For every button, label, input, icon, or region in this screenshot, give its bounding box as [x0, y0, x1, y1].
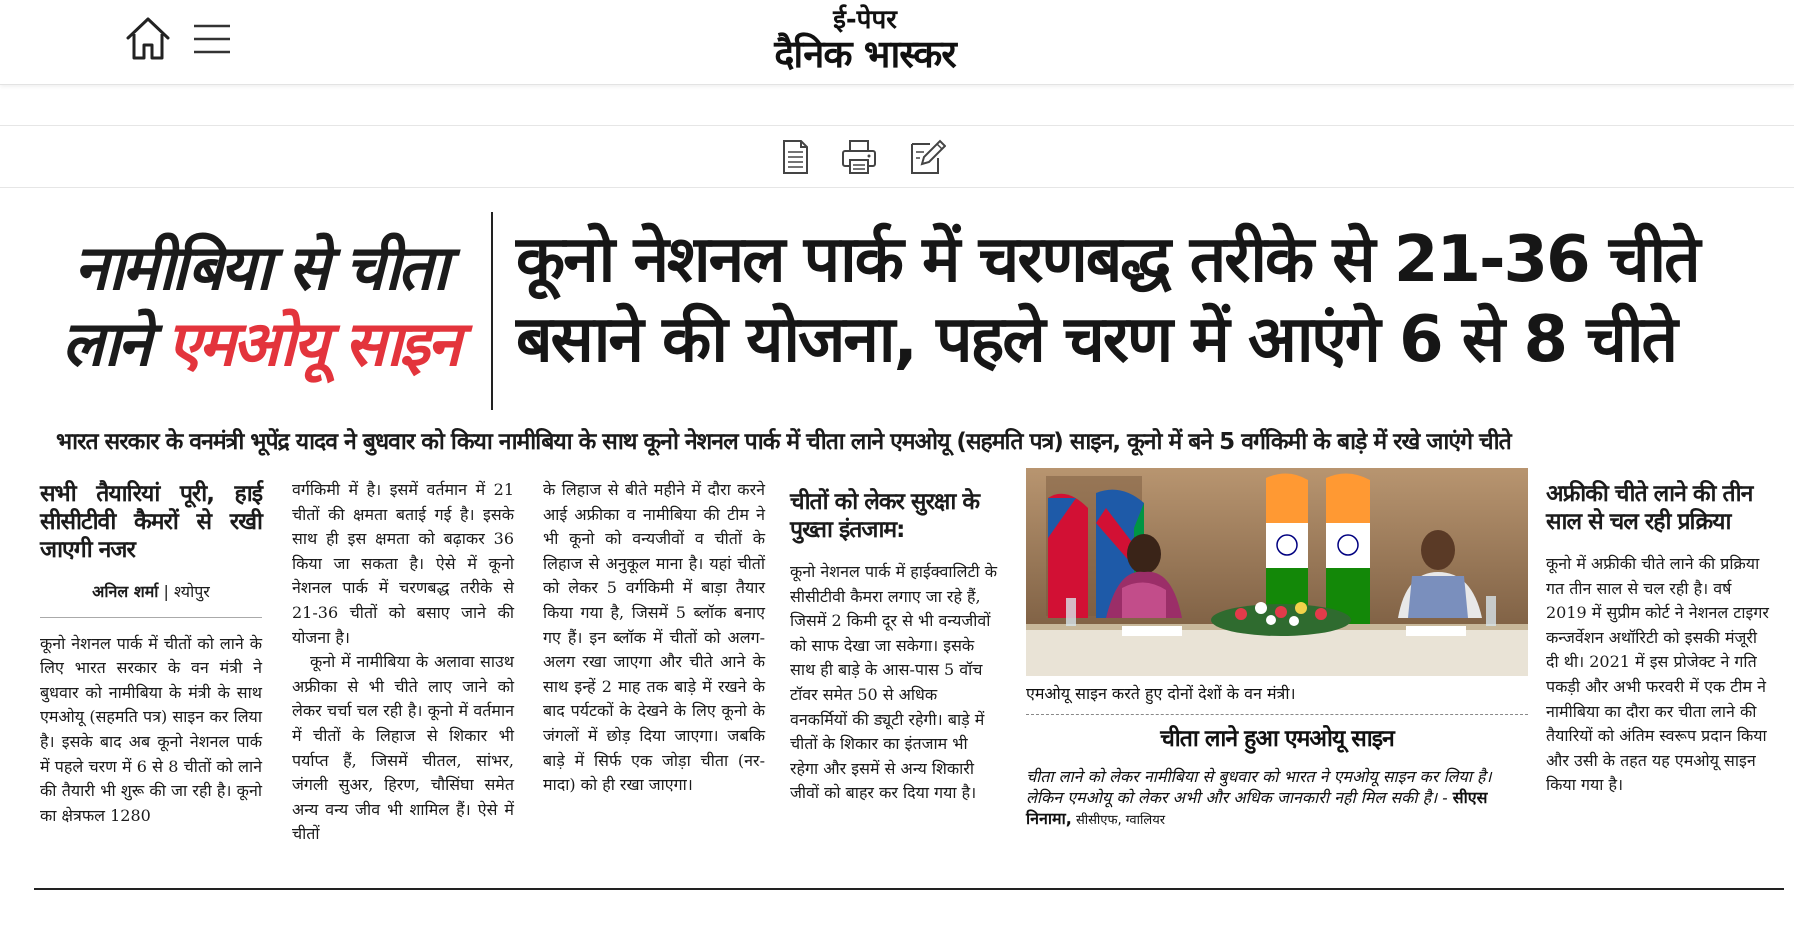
- brand-logo[interactable]: [740, 6, 990, 74]
- column-2-para-2: कूनो में नामीबिया के अलावा साउथ अफ्रीका से भी चीते लाए जाने को लेकर चर्चा चल रही है। कूनो में वर्तमान में चीतों के लिहाज से शिकार भी पर्याप्त हैं, जिसमें चीतल, सांभर, जंगली सुअर, हिरण, चौसिंघा समेत अन्य वन्य जीव भी शामिल हैं। ऐसे में चीतों: [292, 652, 514, 844]
- logo-subtitle: ई-पेपर: [833, 5, 897, 35]
- main-headline: कूनो नेशनल पार्क में चरणबद्ध तरीके से 21-36 चीते बसाने की योजना, पहले चरण में आएंगे 6 से 8 चीते: [516, 223, 1699, 377]
- print-icon[interactable]: [840, 138, 878, 176]
- column-6: [1546, 480, 1770, 798]
- box-body: [1026, 766, 1506, 831]
- app-header: [0, 0, 1794, 85]
- headline-left-accent: एमओयू साइन: [166, 307, 459, 380]
- column-2-para-1: वर्गकिमी में है। इसमें वर्तमान में 21 चीतों की क्षमता बताई गई है। इसके साथ ही इस क्षमता को बढ़ाकर 36 किया जा सकता है। ऐसे में कूनो नेशनल पार्क में चरणबद्ध तरीके से 21-36 चीतों को बसाए जाने की योजना है।: [292, 480, 514, 647]
- box-credit-role: सीसीएफ, ग्वालियर: [1071, 813, 1166, 828]
- edit-icon[interactable]: [908, 138, 946, 176]
- column-6-body: कूनो में अफ्रीकी चीते लाने की प्रक्रिया गत तीन साल से चल रही है। वर्ष 2019 में सुप्रीम कोर्ट ने नेशनल टाइगर कन्जर्वेशन अथॉरिटी को इसकी मंजूरी दी थी। 2021 में इस प्रोजेक्ट ने गति पकड़ी और अभी फरवरी में एक टीम ने नामीबिया का दौरा कर चीता लाने की तैयारियों को अंतिम स्वरूप प्रदान किया और उसी के तहत यह एमओयू साइन किया गया है।: [1546, 554, 1769, 795]
- headline-left-line2: [40, 306, 480, 382]
- photo-caption: एमओयू साइन करते हुए दोनों देशों के वन मंत्री।: [1026, 682, 1528, 715]
- page-toolbar: [0, 125, 1794, 188]
- news-photo[interactable]: [1026, 468, 1528, 676]
- headline-divider: [491, 212, 493, 410]
- column-4-body: कूनो नेशनल पार्क में हाईक्वालिटी के सीसीटीवी कैमरा लगाए जा रहे हैं, जिसमें 2 किमी दूर से भी वन्यजीवों को साफ देखा जा सकेगा। इसके साथ ही बाड़े के आस-पास 5 वॉच टॉवर समेत 50 से अधिक वनकर्मियों की ड्यूटी रहेगी। बाड़े में चीतों के शिकार का इंतजाम भी रहेगा और इसमें से अन्य शिकारी जीवों को बाहर कर दिया गया है।: [790, 562, 998, 803]
- headline-left-word: लाने: [61, 307, 167, 380]
- column-1-body: कूनो नेशनल पार्क में चीतों को लाने के लिए भारत सरकार के वन मंत्री ने बुधवार को नामीबिया के मंत्री के साथ एमओयू (सहमति पत्र) साइन कर लिया है। इसके बाद अब कूनो नेशनल पार्क में पहले चरण में 6 से 8 चीतों को लाने की तैयारी भी शुरू की जा रही है। कूनो का क्षेत्रफल 1280: [40, 633, 262, 825]
- subheadline: भारत सरकार के वनमंत्री भूपेंद्र यादव ने बुधवार को किया नामीबिया के साथ कूनो नेशनल पार्क में चीता लाने एमओयू (सहमति पत्र) साइन, कूनो में बने 5 वर्गकिमी के बाड़े में रखे जाएंगे चीते: [56, 429, 1511, 455]
- column-1-heading: सभी तैयारियां पूरी, हाई सीसीटीवी कैमरों से रखी जाएगी नजर: [40, 481, 262, 563]
- column-1: [40, 480, 262, 828]
- column-4: [790, 488, 998, 806]
- headline-left-line1: नामीबिया से चीता: [74, 231, 446, 304]
- byline-place: श्योपुर: [173, 582, 210, 601]
- epaper-page[interactable]: [0, 190, 1794, 929]
- column-4-heading: चीतों को लेकर सुरक्षा के पुख्ता इंतजाम:: [790, 489, 980, 543]
- column-3-body: के लिहाज से बीते महीने में दौरा करने आई अफ्रीका व नामीबिया की टीम ने भी कूनो को वन्यजीवों व चीतों के लिहाज से अनुकूल माना है। यहां चीतों को लेकर 5 वर्गकिमी में बाड़ा तैयार किया गया है, जिसमें 5 ब्लॉक बनाए गए हैं। इन ब्लॉक में चीतों को अलग-अलग रखा जाएगा और चीते आने के साथ इन्हें 2 माह तक बाड़े में रखने के बाद पर्यटकों के देखने के लिए कूनो के जंगलों में छोड़ दिया जाएगा। जबकि बाड़े में सिर्फ एक जोड़ा चीता (नर-मादा) को ही रखा जाएगा।: [543, 480, 765, 795]
- byline: अनिल शर्मा | श्योपुर: [40, 580, 262, 618]
- column-6-heading: अफ्रीकी चीते लाने की तीन साल से चल रही प्रक्रिया: [1546, 481, 1753, 535]
- column-2: [292, 478, 514, 847]
- hamburger-menu-icon[interactable]: [192, 22, 232, 56]
- page-icon[interactable]: [776, 138, 814, 176]
- byline-name: अनिल शर्मा: [92, 582, 159, 601]
- bottom-rule: [34, 888, 1784, 890]
- home-icon[interactable]: [124, 14, 172, 62]
- box-credit: सीएस निनामा,: [1026, 788, 1488, 828]
- logo-title: दैनिक भास्कर: [774, 31, 956, 76]
- headline-left: [40, 230, 480, 382]
- box-body-text: चीता लाने को लेकर नामीबिया से बुधवार को भारत ने एमओयू साइन कर लिया है। लेकिन एमओयू को लेकर अभी और अधिक जानकारी नही मिल सकी है। -: [1026, 767, 1492, 807]
- column-3: [543, 478, 765, 798]
- box-heading: चीता लाने हुआ एमओयू साइन: [1160, 726, 1394, 752]
